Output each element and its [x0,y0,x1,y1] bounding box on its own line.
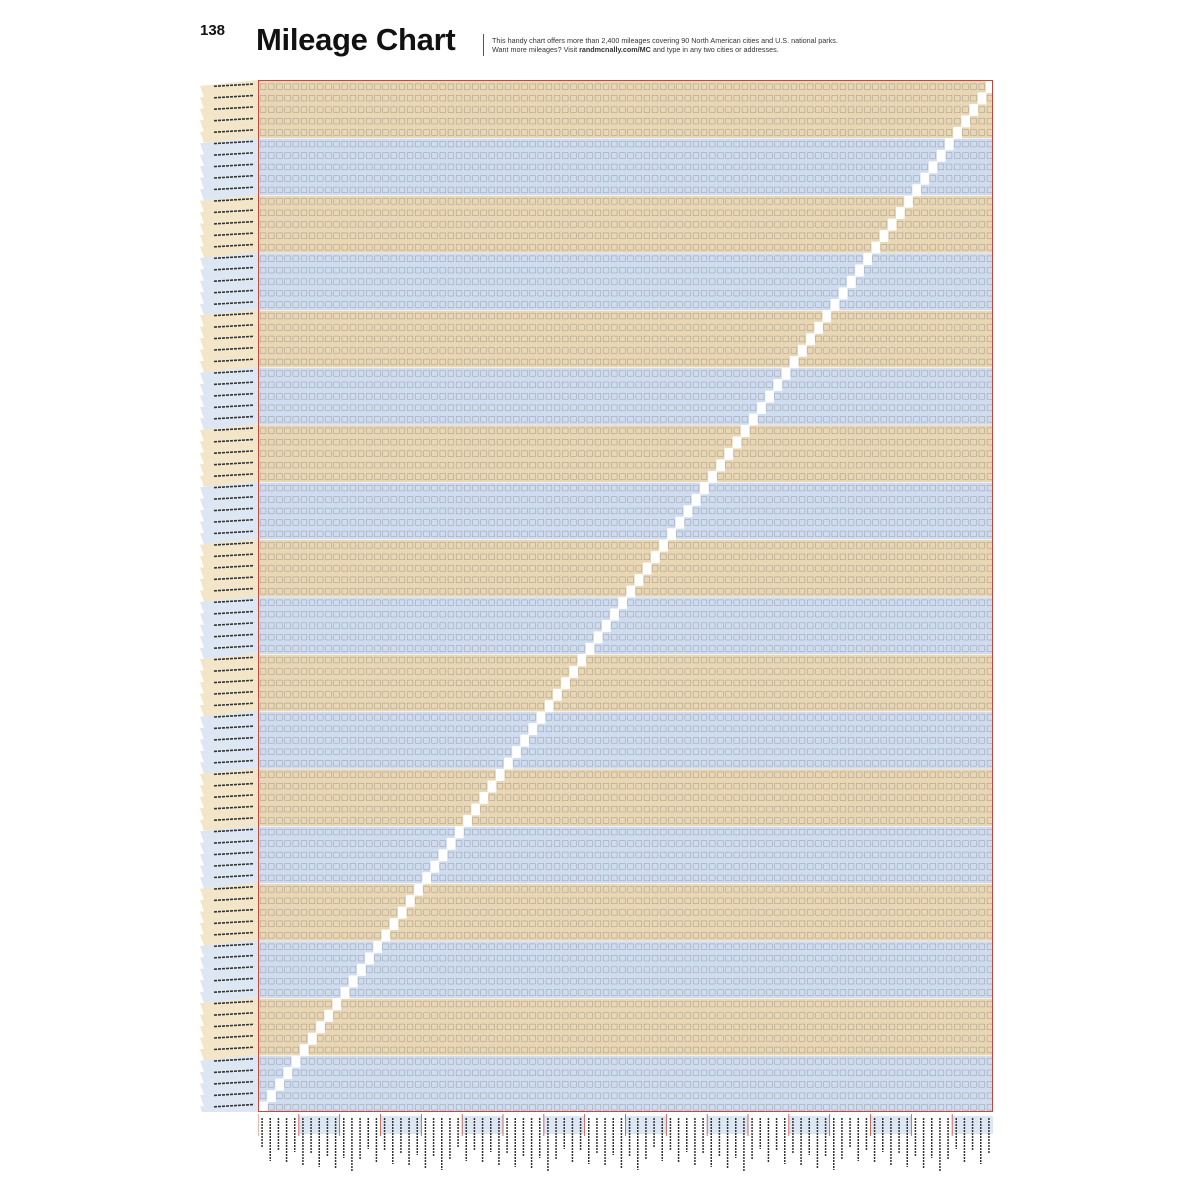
diagonal-cell [741,425,750,437]
page-number: 138 [200,22,226,39]
grid-row-band [259,849,993,861]
diagonal-cell [463,815,472,827]
diagonal-cell [961,115,970,127]
diagonal-cell [569,666,578,678]
grid-row-band [259,780,993,792]
grid-row-band [259,815,993,827]
grid-row-band [259,975,993,987]
diagonal-cell [537,712,546,724]
grid-row-band [259,368,993,380]
row-city-labels [170,80,258,1112]
intro-text [492,36,972,54]
grid-row-band [259,219,993,231]
diagonal-cell [496,769,505,781]
diagonal-cell [602,620,611,632]
diagonal-cell [275,1079,284,1091]
diagonal-cell [627,586,636,598]
grid-row-band [259,115,993,127]
diagonal-cell [676,517,685,529]
grid-row-band [259,620,993,632]
grid-row-band [259,608,993,620]
diagonal-cell [716,459,725,471]
grid-row-band [259,92,993,104]
grid-row-band [259,712,993,724]
grid-row-band [259,402,993,414]
diagonal-cell [872,242,881,254]
column-city-labels [258,1114,993,1174]
grid-row-band [259,1010,993,1022]
diagonal-cell [406,895,415,907]
grid-row-band [259,884,993,896]
grid-row-band [259,1067,993,1079]
grid-row-band [259,528,993,540]
diagonal-cell [757,402,766,414]
grid-row-band [259,1021,993,1033]
diagonal-cell [390,918,399,930]
grid-row-band [259,574,993,586]
grid-row-band [259,631,993,643]
diagonal-cell [904,196,913,208]
grid-row-band [259,895,993,907]
diagonal-cell [349,975,358,987]
diagonal-cell [357,964,366,976]
grid-row-band [259,127,993,139]
grid-row-band [259,998,993,1010]
grid-row-band [259,540,993,552]
diagonal-cell [561,677,570,689]
diagonal-cell [594,631,603,643]
grid-row-band [259,769,993,781]
intro-line-2 [492,45,972,54]
diagonal-cell [610,608,619,620]
diagonal-cell [316,1021,325,1033]
diagonal-cell [586,643,595,655]
diagonal-cell [700,482,709,494]
row-label-tabs [170,80,258,1112]
grid-row-band [259,746,993,758]
intro-line-2-prefix: Want more mileages? Visit [492,45,580,54]
grid-row-band [259,207,993,219]
diagonal-cell [798,345,807,357]
intro-link[interactable]: randmcnally.com/MC [579,45,651,54]
diagonal-cell [284,1067,293,1079]
grid-row-band [259,1090,993,1102]
diagonal-cell [520,735,529,747]
diagonal-cell [373,941,382,953]
grid-row-band [259,104,993,116]
diagonal-cell [692,494,701,506]
grid-row-band [259,150,993,162]
grid-row-band [259,1102,993,1112]
diagonal-cell [553,689,562,701]
grid-row-band [259,276,993,288]
diagonal-cell [839,287,848,299]
diagonal-cell [529,723,538,735]
diagonal-cell [333,998,342,1010]
diagonal-cell [398,907,407,919]
grid-row-band [259,918,993,930]
grid-row-band [259,792,993,804]
diagonal-cell [414,884,423,896]
grid-row-band [259,700,993,712]
grid-row-band [259,287,993,299]
grid-row-band [259,471,993,483]
grid-row-band [259,586,993,598]
diagonal-cell [267,1090,276,1102]
diagonal-cell [447,838,456,850]
diagonal-cell [880,230,889,242]
grid-row-band [259,310,993,322]
grid-row-band [259,872,993,884]
grid-row-band [259,643,993,655]
grid-row-band [259,196,993,208]
grid-row-band [259,677,993,689]
grid-row-band [259,1079,993,1091]
grid-row-band [259,333,993,345]
grid-row-band [259,907,993,919]
grid-row-band [259,184,993,196]
grid-row-band [259,482,993,494]
diagonal-cell [618,597,627,609]
mileage-grid-cells [259,81,993,1112]
diagonal-cell [324,1010,333,1022]
mileage-grid [258,80,993,1112]
diagonal-cell [790,356,799,368]
grid-row-band [259,505,993,517]
diagonal-cell [708,471,717,483]
grid-row-band [259,494,993,506]
grid-row-band [259,826,993,838]
diagonal-cell [749,414,758,426]
diagonal-cell [823,310,832,322]
grid-row-band [259,987,993,999]
diagonal-cell [422,872,431,884]
grid-row-band [259,838,993,850]
diagonal-cell [806,333,815,345]
diagonal-cell [782,368,791,380]
intro-line-1: This handy chart offers more than 2,400 mileages covering 90 North American cities and U.S. national parks. [492,36,838,45]
diagonal-cell [455,826,464,838]
grid-row-band [259,689,993,701]
diagonal-cell [365,952,374,964]
intro-line-2-suffix: and type in any two cities or addresses. [650,45,779,54]
diagonal-cell [259,1102,268,1112]
diagonal-cell [651,551,660,563]
grid-row-band [259,666,993,678]
diagonal-cell [667,528,676,540]
diagonal-cell [480,792,489,804]
diagonal-cell [382,930,391,942]
diagonal-cell [912,184,921,196]
grid-row-band [259,1044,993,1056]
grid-row-band [259,964,993,976]
grid-row-band [259,391,993,403]
grid-row-band [259,345,993,357]
grid-row-band [259,803,993,815]
diagonal-cell [512,746,521,758]
diagonal-cell [578,654,587,666]
diagonal-cell [504,758,513,770]
diagonal-cell [953,127,962,139]
grid-row-band [259,299,993,311]
diagonal-cell [774,379,783,391]
diagonal-cell [471,803,480,815]
grid-row-band [259,253,993,265]
diagonal-cell [659,540,668,552]
diagonal-cell [814,322,823,334]
grid-row-band [259,448,993,460]
diagonal-cell [643,563,652,575]
grid-row-band [259,517,993,529]
grid-row-band [259,723,993,735]
diagonal-cell [341,987,350,999]
diagonal-cell [292,1056,301,1068]
grid-row-band [259,861,993,873]
diagonal-cell [831,299,840,311]
diagonal-cell [863,253,872,265]
diagonal-cell [847,276,856,288]
title-divider [483,34,484,56]
diagonal-cell [488,780,497,792]
grid-row-band [259,414,993,426]
diagonal-cell [945,138,954,150]
diagonal-cell [937,150,946,162]
diagonal-cell [765,391,774,403]
grid-row-band [259,81,993,93]
diagonal-cell [733,436,742,448]
grid-row-band [259,264,993,276]
grid-row-band [259,930,993,942]
diagonal-cell [545,700,554,712]
diagonal-cell [725,448,734,460]
grid-row-band [259,161,993,173]
grid-row-band [259,735,993,747]
diagonal-cell [684,505,693,517]
grid-row-band [259,941,993,953]
grid-row-band [259,654,993,666]
grid-row-band [259,425,993,437]
grid-row-band [259,1033,993,1045]
grid-row-band [259,551,993,563]
page-title: Mileage Chart [256,22,456,57]
grid-row-band [259,138,993,150]
diagonal-cell [300,1044,309,1056]
grid-row-band [259,322,993,334]
diagonal-cell [896,207,905,219]
grid-row-band [259,173,993,185]
diagonal-cell [929,161,938,173]
grid-row-band [259,758,993,770]
grid-row-band [259,242,993,254]
column-label-strips [258,1114,993,1174]
grid-row-band [259,356,993,368]
grid-row-band [259,459,993,471]
diagonal-cell [439,849,448,861]
grid-row-band [259,379,993,391]
diagonal-cell [635,574,644,586]
diagonal-cell [970,104,979,116]
diagonal-cell [308,1033,317,1045]
grid-row-band [259,436,993,448]
diagonal-cell [978,92,987,104]
grid-row-band [259,1056,993,1068]
diagonal-cell [888,219,897,231]
diagonal-cell [986,81,993,93]
grid-row-band [259,563,993,575]
diagonal-cell [855,264,864,276]
diagonal-cell [431,861,440,873]
diagonal-cell [921,173,930,185]
